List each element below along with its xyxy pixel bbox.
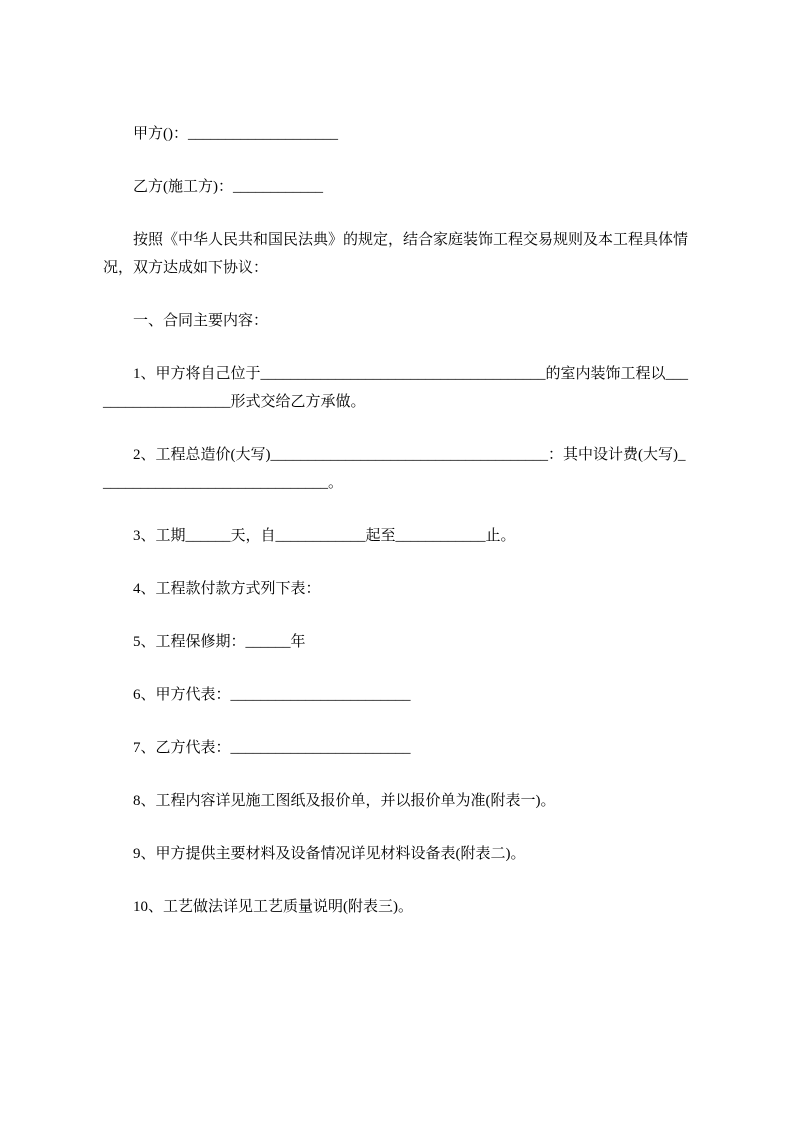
clause-8-project-content: 8、工程内容详见施工图纸及报价单，并以报价单为准(附表一)。 <box>133 793 556 809</box>
clause-5-warranty-period: 5、工程保修期：______年 <box>133 634 306 650</box>
clause-6-party-a-representative: 6、甲方代表：________________________ <box>133 687 411 703</box>
clause-3-duration: 3、工期______天，自____________起至____________止。 <box>133 528 516 544</box>
section-heading-main-content: 一、合同主要内容： <box>133 313 269 329</box>
clause-1-location: 1、甲方将自己位于______________________________________的室内装饰工程以____________________形式交给乙方承做。 <box>103 366 689 410</box>
clause-9-materials-equipment: 9、甲方提供主要材料及设备情况详见材料设备表(附表二)。 <box>133 846 526 862</box>
clause-4-payment-method: 4、工程款付款方式列下表： <box>133 581 321 597</box>
clause-2-total-price: 2、工程总造价(大写)_____________________________________：其中设计费(大写)_______________________________。 <box>103 447 686 491</box>
party-a-line: 甲方()：____________________ <box>133 126 338 142</box>
clause-7-party-b-representative: 7、乙方代表：________________________ <box>133 740 411 756</box>
preamble-paragraph: 按照《中华人民共和国民法典》的规定，结合家庭装饰工程交易规则及本工程具体情况，双方达成如下协议： <box>103 232 689 276</box>
clause-10-craft-quality: 10、工艺做法详见工艺质量说明(附表三)。 <box>133 899 413 915</box>
party-b-line: 乙方(施工方)：____________ <box>133 179 323 195</box>
